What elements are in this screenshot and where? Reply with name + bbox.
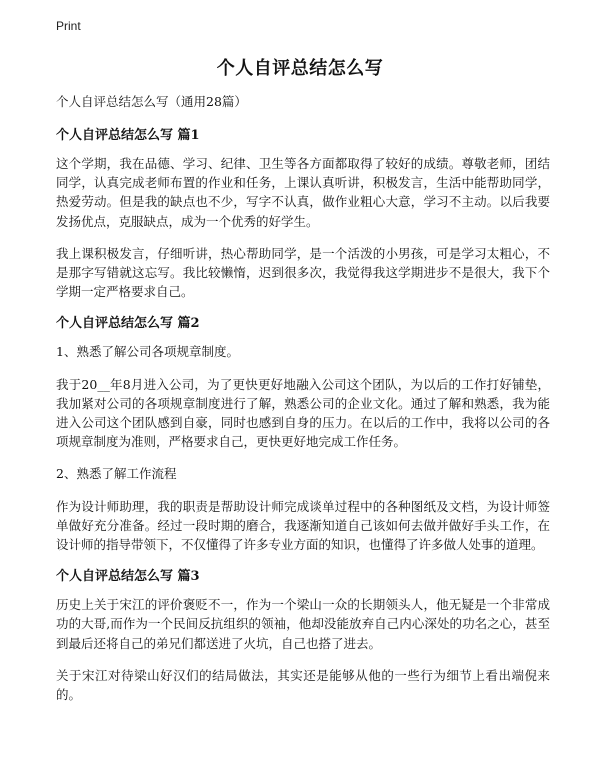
section-1: [56, 126, 550, 301]
paragraph: 这个学期，我在品德、学习、纪律、卫生等各方面都取得了较好的成绩。尊敬老师，团结同学，认真完成老师布置的作业和任务，上课认真听讲，积极发言，生活中能帮助同学，热爱劳动。但是我的缺点也不少，写字不认真，做作业粗心大意，学习不主动。以后我要发扬优点，克服缺点，成为一个优秀的好学生。: [56, 156, 550, 229]
section-2: [56, 314, 550, 554]
paragraph: 关于宋江对待梁山好汉们的结局做法，其实还是能够从他的一些行为细节上看出端倪来的。: [56, 667, 550, 703]
paragraph: 我上课积极发言，仔细听讲，热心帮助同学，是一个活泼的小男孩，可是学习太粗心，不是那字写错就这忘写。我比较懒惰，迟到很多次，我觉得我这学期进步不是很大，我下个学期一定严格要求自己。: [56, 245, 550, 300]
document-title: 个人自评总结怎么写: [216, 58, 384, 79]
paragraph: 我于20__年8月进入公司，为了更快更好地融入公司这个团队，为以后的工作打好铺垫，我加紧对公司的各项规章制度进行了解，熟悉公司的企业文化。通过了解和熟悉，我为能进入公司这个团队感到自豪，同时也感到自身的压力。在以后的工作中，我将以公司的各项规章制度为准则，严格要求自己，更快更好地完成工作任务。: [56, 376, 550, 450]
section-heading: 个人自评总结怎么写 篇2: [56, 316, 200, 332]
section-heading: 个人自评总结怎么写 篇1: [56, 128, 200, 143]
paragraph: 历史上关于宋江的评价褒贬不一，作为一个梁山一众的长期领头人，他无疑是一个非常成功的大哥,而作为一个民间反抗组织的领袖，他却没能放弃自己内心深处的功名之心，甚至到最后还将自己的弟兄们都送进了火坑，自己也搭了进去。: [56, 597, 550, 651]
paragraph: 作为设计师助理，我的职责是帮助设计师完成谈单过程中的各种图纸及文档，为设计师签单做好充分准备。经过一段时期的磨合，我逐渐知道自己该如何去做并做好手头工作，在设计师的指导带领下，不仅懂得了许多专业方面的知识，也懂得了许多做人处事的道理。: [56, 498, 550, 553]
section-3: [56, 567, 550, 704]
paragraph: 1、熟悉了解公司各项规章制度。: [56, 344, 239, 360]
document-subtitle: 个人自评总结怎么写（通用28篇）: [56, 94, 247, 109]
print-label: Print: [56, 19, 81, 33]
document-body: [56, 92, 550, 717]
section-heading: 个人自评总结怎么写 篇3: [56, 569, 200, 585]
paragraph: 2、熟悉了解工作流程: [56, 466, 177, 482]
